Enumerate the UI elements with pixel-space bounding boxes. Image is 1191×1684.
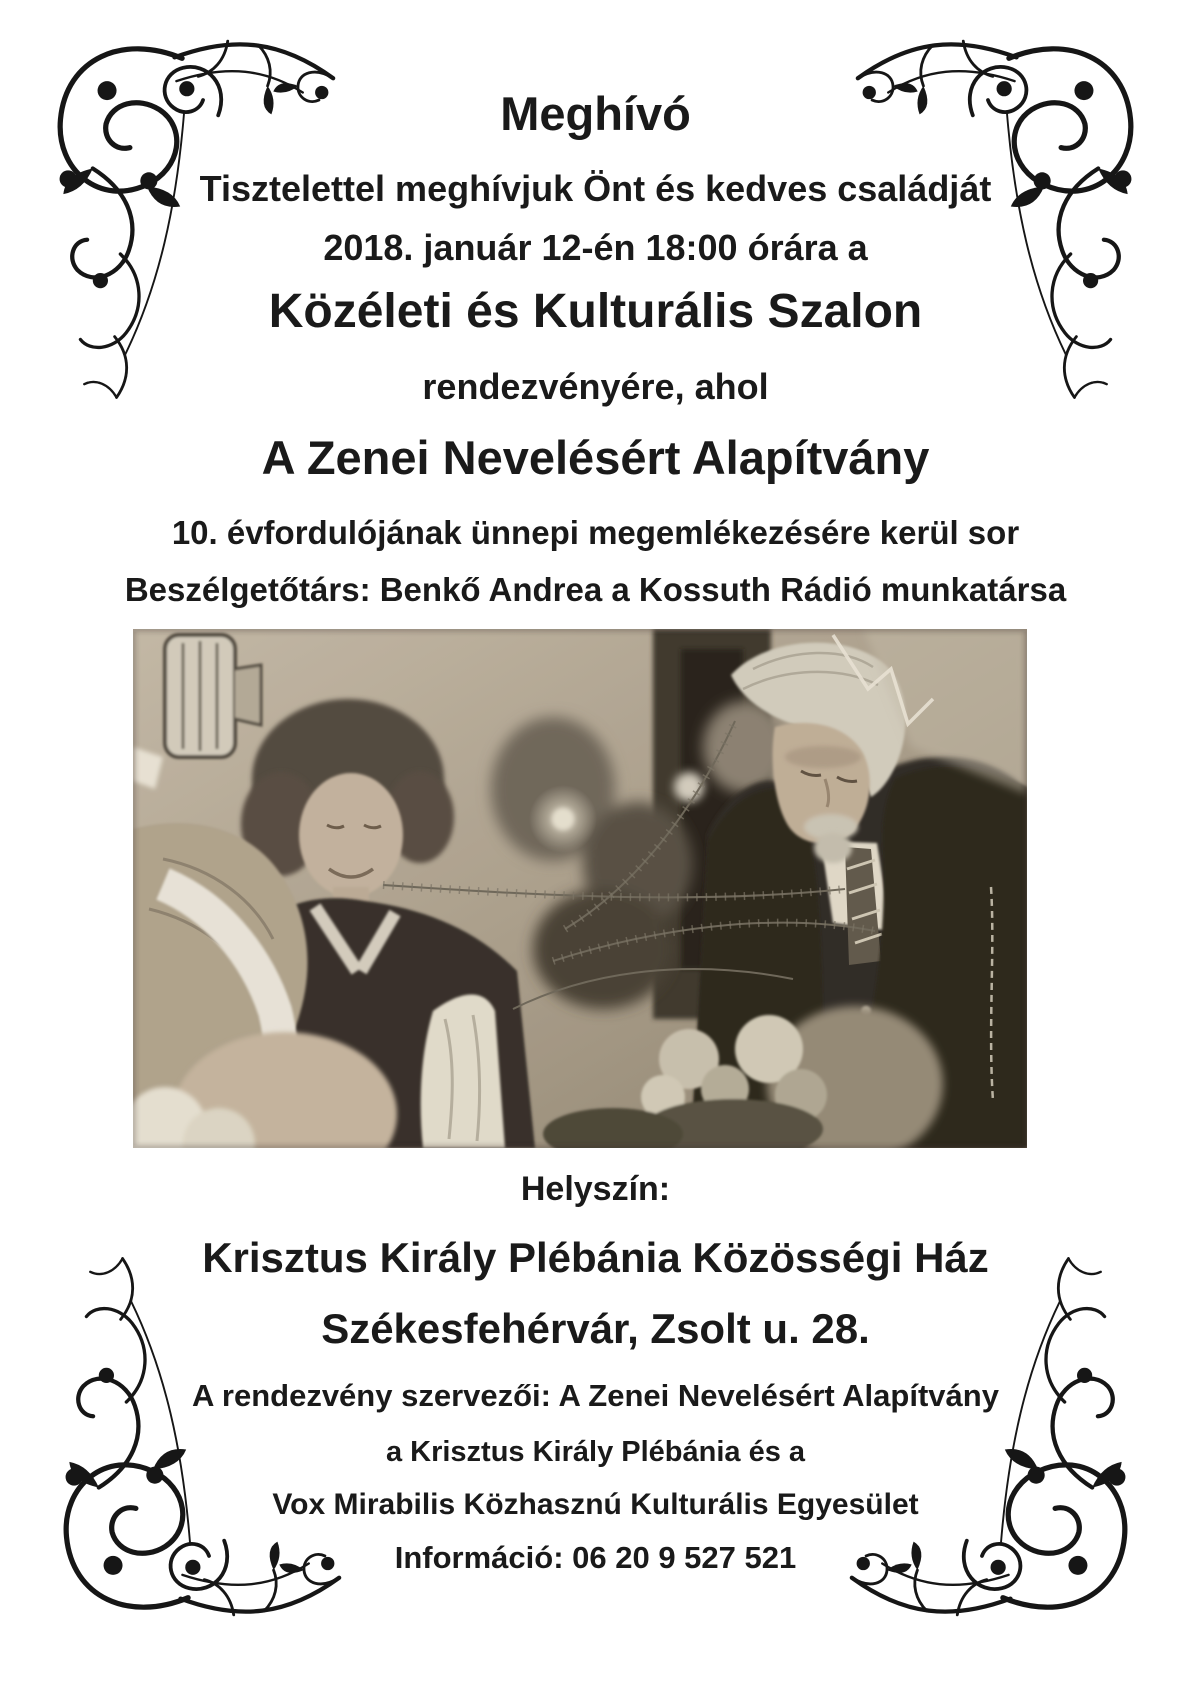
event-photo [133, 629, 1027, 1148]
greeting-line: Tisztelettel meghívjuk Önt és kedves családját [199, 168, 992, 209]
interlocutor-line: Beszélgetőtárs: Benkő Andrea a Kossuth Rádió munkatársa [124, 571, 1067, 608]
salon-name: Közéleti és Kulturális Szalon [268, 285, 923, 338]
anniversary-line: 10. évfordulójának ünnepi megemlékezésére kerül sor [171, 514, 1020, 551]
corner-flourish-icon [24, 26, 344, 406]
corner-flourish-icon [847, 26, 1167, 406]
organizers-intro: A rendezvény szervezői: A Zenei Nevelésért Alapítvány [192, 1378, 999, 1413]
event-phrase: rendezvényére, ahol [422, 366, 769, 407]
foundation-name: A Zenei Nevelésért Alapítvány [261, 431, 930, 484]
organizers-line3: Vox Mirabilis Közhasznú Kulturális Egyesület [272, 1488, 919, 1521]
venue-address: Székesfehérvár, Zsolt u. 28. [321, 1305, 870, 1352]
page-title: Meghívó [500, 87, 691, 140]
venue-name: Krisztus Király Plébánia Közösségi Ház [202, 1234, 989, 1281]
location-label: Helyszín: [520, 1170, 671, 1208]
info-line: Információ: 06 20 9 527 521 [394, 1540, 797, 1575]
datetime-line: 2018. január 12-én 18:00 órára a [323, 227, 868, 268]
organizers-line2: a Krisztus Király Plébánia és a [385, 1436, 806, 1468]
